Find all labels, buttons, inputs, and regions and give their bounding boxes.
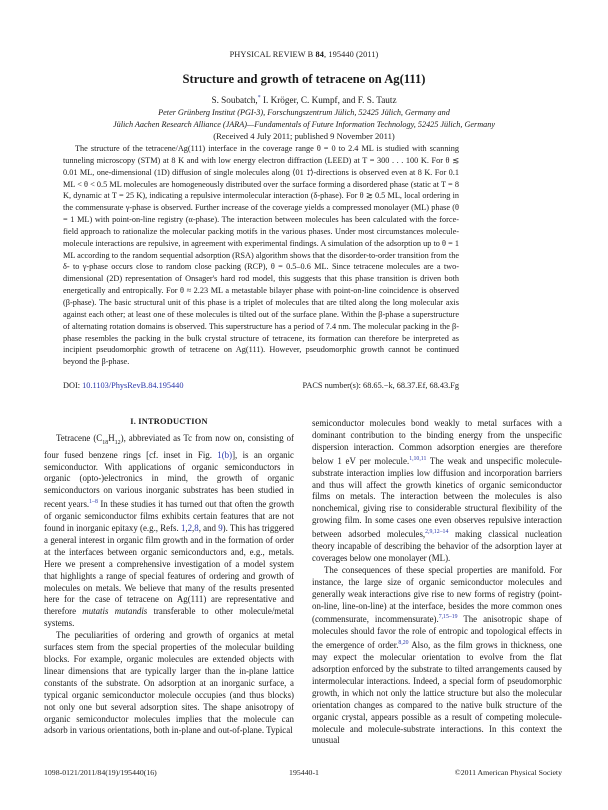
citation-link[interactable]: 1,10,11 <box>409 455 427 462</box>
text: Tetracene (C <box>56 432 103 443</box>
author-first: S. Soubatch, <box>211 95 258 106</box>
doi-label: DOI: <box>63 381 83 390</box>
text: The consequences of these special properties are manifold. For instance, the large size of organic semiconductor molecules and generally weak interactions give rise to new forms of registry (point-on-line, line-on-line) at the interface, besides the more common ones (commensurate, incommensurate). <box>312 564 562 625</box>
citation-link[interactable]: 9 <box>218 523 223 533</box>
journal-citation: , 195440 (2011) <box>324 50 379 59</box>
subscript: 18 <box>102 439 109 446</box>
paper-title: Structure and growth of tetracene on Ag(111) <box>182 72 426 86</box>
text: Also, as the film grows in thickness, one may expect the molecular orientation to evolve from the flat adsorption enforced by the substrate to tilted arrangements caused by intermolecular interactions. Indeed, a special form of pseudomorphic growth, in which not only the lattice structure but also the molecular orientation changes as compared to the native bulk structure of the organic crystal, appears possible as a result of competing molecule-molecule and molecule-substrate interactions. In this context the unusual <box>312 640 562 746</box>
journal-name: PHYSICAL REVIEW B <box>229 50 316 59</box>
italic-text: mutatis mutandis <box>82 606 148 617</box>
footer-copyright: ©2011 American Physical Society <box>454 768 562 777</box>
author-footnote-link[interactable]: * <box>257 95 261 101</box>
intro-paragraph-2: The peculiarities of ordering and growth of organics at metal surfaces stem from the special properties of the molecular building blocks. For example, organic molecules are extended objects with linear dimensions that are typically larger than the in-plane lattice constants of the substrate. On adsorption at an inorganic surface, a typical organic semiconductor molecule occupies (and thus blocks) not only one but several adsorption sites. The shape anisotropy of organic semiconductor molecules implies that the molecule can adsorb in various orientations, both in-plane and out-of-plane. Typical <box>44 630 294 736</box>
doi <box>63 381 183 390</box>
affiliation-1: Peter Grünberg Institut (PGI-3), Forschungszentrum Jülich, 52425 Jülich, Germany and <box>158 108 450 117</box>
citation-link[interactable]: 2,9,12–14 <box>425 529 449 536</box>
abstract: The structure of the tetracene/Ag(111) interface in the coverage range θ = 0 to 2.4 ML is studied with scanning tunneling microscopy (STM) at 8 K and with low energy electron diffraction (LEED) at T = 300 . . . 100 K. For θ ≲ 0.01 ML, one-dimensional (1D) diffusion of single molecules along ⟨01 1̄⟩-directions is observed even at 8 K. For 0.1 ML < θ < 0.5 ML molecules are homogeneously distributed over the surface forming a disordered phase (static at T = 8 K, dynamic at T = 25 K), indicating a repulsive intermolecular interaction (δ-phase). For θ ≳ 0.5 ML, local ordering in the commensurate γ-phase is observed. Further increase of the coverage yields a compressed monolayer (ML) phase (θ = 1 ML) with point-on-line registry (α-phase). The interaction between molecules has been calculated with the force-field approach to rationalize the molecular packing motifs in the various phases. Under most circumstances molecule-molecule interactions are repulsive, in agreement with experimental findings. A simulation of the adsorption up to θ = 1 ML according to the random sequential adsorption (RSA) algorithm shows that the disorder-to-order transition from the δ- to γ-phase occurs close to random close packing (RCP), θ = 0.5–0.6 ML. Since tetracene molecules are a two-dimensional (2D) representation of Onsager's hard rod model, this suggests that this phase transition is driven both energetically and entropically. For θ ≈ 2.23 ML a metastable bilayer phase with point-on-line coincidence is observed (β-phase). The basic structural unit of this phase is a triplet of molecules that are tilted along the long molecular axis against each other; at least one of these molecules is tilted out of the surface plane. Within the β-phase a superstructure of alternating rotation domains is observed. This superstructure has a period of 7.4 nm. The molecular packing in the β-phase resembles the packing in the bulk crystal structure of tetracene, its formation can therefore be interpreted as incipient pseudomorphic growth of tetracene on Ag(111). However, pseudomorphic growth cannot be continued beyond the β-phase. <box>63 144 459 367</box>
affiliation-2: Jülich Aachen Research Alliance (JARA)—Fundamentals of Future Information Technology, 52425 Jülich, Germany <box>113 120 495 129</box>
text: transferable to other molecule/metal systems. <box>44 606 295 629</box>
citation-link[interactable]: 7,15–19 <box>438 614 458 621</box>
doi-pacs-row <box>63 381 459 390</box>
text: ], is an organic semiconductor. With applications of organic semiconductors in organic (opto-)electronics in mind, the growth of organic semiconductors on various inorganic substrates has been studied in recent years. <box>44 449 294 510</box>
author-rest: I. Kröger, C. Kumpf, and F. S. Tautz <box>260 95 397 106</box>
text: The anisotropic shape of molecules should favor the role of entropic and topological effects in the emergence of order. <box>312 614 562 651</box>
footer-page-number: 195440-1 <box>289 768 319 777</box>
left-column <box>44 416 294 737</box>
subscript: 12 <box>114 439 121 446</box>
journal-header <box>0 50 608 59</box>
text: H <box>108 432 115 443</box>
citation-link[interactable]: 1–8 <box>89 499 98 506</box>
citation-link[interactable]: 2 <box>187 523 193 533</box>
citation-link[interactable]: 1 <box>180 523 186 533</box>
text: , and <box>198 523 219 533</box>
received-dates: (Received 4 July 2011; published 9 November 2011) <box>213 131 395 141</box>
citation-link[interactable]: 8,20 <box>398 640 409 647</box>
text: ), abbreviated as Tc from now on, consisting of four fused benzene rings [cf. inset in Fig. <box>44 432 295 460</box>
pacs-numbers: PACS number(s): 68.65.−k, 68.37.Ef, 68.43.Fg <box>302 381 459 390</box>
author-list <box>0 95 608 105</box>
text: making classical nucleation theory incapable of describing the behavior of the adsorption layer at coverages below one monolayer (ML). <box>312 529 562 563</box>
right-column <box>312 418 562 747</box>
text: semiconductor molecules bond weakly to metal surfaces with a dominant contribution to the binding energy from the unspecific dispersion interaction. Common adsorption energies are therefore below 1 eV per molecule. <box>312 418 562 466</box>
text: In these studies it has turned out that often the growth of organic semiconductor films exhibits certain features that are not found in inorganic epitaxy (e.g., Refs. <box>44 499 295 533</box>
doi-link[interactable]: 10.1103/PhysRevB.84.195440 <box>82 381 184 390</box>
section-heading: I. INTRODUCTION <box>130 417 208 426</box>
intro-paragraph-3 <box>312 565 562 748</box>
journal-volume: 84 <box>315 50 324 59</box>
intro-paragraph-continued <box>312 418 562 565</box>
text: ). This has triggered a general interest in organic film growth and in the formation of order at the interfaces between organic semiconductors and, e.g., metals. Here we present a comprehensive investigation of a model system that highlights a range of special features of ordering and growth of molecules on metals. We believe that many of the results presented here for the case of tetracene on Ag(111) are representative and therefore <box>44 523 294 617</box>
footer-issn: 1098-0121/2011/84(19)/195440(16) <box>44 768 157 777</box>
intro-paragraph-1: Tetracene $(C_{18}H_{12})$, abbreviated as Tc from now on, consisting of four fused benzene rings [cf. inset in Fig. 1(b)], is an organic semiconductor. With applications of organic semiconductors in organic (opto-)electronics in mind, the growth of organic semiconductors on various inorganic substrates has been studied in recent years.$^{1-8}$ In these studies it has turned out that often the growth of organic semiconductor films exhibits certain features that are not found in inorganic epitaxy (e.g., Refs. 1,2,8, and 9). This has triggered a general interest in organic film growth and in the formation of order at the interfaces between organic semiconductors and, e.g., metals. Here we present a comprehensive investigation of a model system that highlights a range of special features of ordering and growth of molecules on metals. We believe that many of the results presented here for the case of tetracene on Ag(111) are representative and therefore mutatis mutandis transferable to other molecule/metal systems. <box>44 432 295 629</box>
citation-link[interactable]: 8 <box>194 523 199 533</box>
figure-ref-link[interactable]: 1(b) <box>217 449 233 460</box>
text: The weak and unspecific molecule-substrate interaction implies low diffusion and incorporation barriers and thus will affect the growth kinetics of organic semiconductor films on metals. The interaction between the molecules is also nonchemical, giving rise to considerable structural flexibility of the growing film. In some cases one even observes repulsive interaction between adsorbed molecules, <box>312 455 562 540</box>
